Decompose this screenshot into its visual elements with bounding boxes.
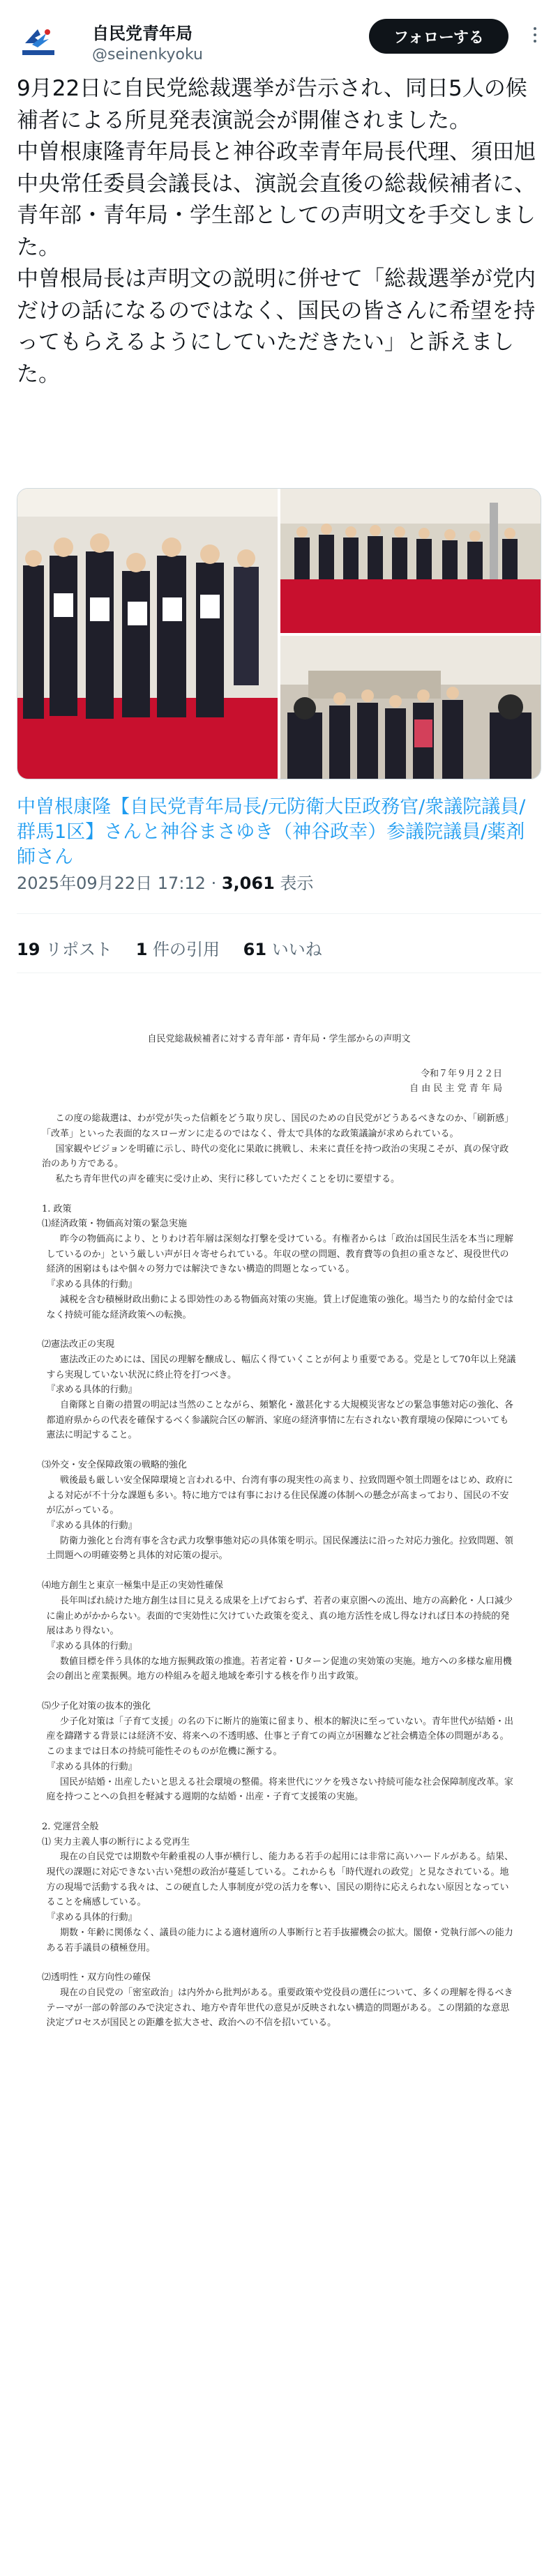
subsection-heading: ⑷地方創生と東京一極集中是正の実効性確保 bbox=[42, 1580, 224, 1592]
subsection-heading: ⑸少子化対策の抜本的強化 bbox=[42, 1701, 151, 1712]
action-label: 『求める具体的行動』 bbox=[46, 1520, 137, 1531]
document-paragraph: 戦後最も厳しい安全保障環境と言われる中、台湾有事の現実性の高まり、拉致問題や領土問題をはじめ、政府による対応が不十分な課題も多い。特に地方では有事における住民保護の体制への懸念が高まっており、国民の不安が広がっている。 bbox=[46, 1474, 513, 1516]
document-paragraph: 昨今の物価高により、とりわけ若年層は深刻な打撃を受けている。有権者からは「政治は国民生活を本当に理解しているのか」という厳しい声が日々寄せられている。年収の壁の問題、教育費等の負担の重さなど、現役世代の経済的困窮はもはや個々の努力では解決できない構造的問題となっている。 bbox=[46, 1234, 514, 1275]
reposts-count: 19 bbox=[17, 940, 40, 959]
document-paragraph: 私たち青年世代の声を確実に受け止め、実行に移していただくことを切に要望する。 bbox=[55, 1173, 400, 1184]
follow-button[interactable]: フォローする bbox=[369, 19, 508, 54]
group-photo-image bbox=[17, 489, 278, 779]
tweet-text bbox=[17, 73, 541, 390]
document-paragraph: 憲法改正のためには、国民の理解を醸成し、幅広く得ていくことが何より重要である。党是として70年以上発議すら実現していない状況に終止符を打つべき。 bbox=[46, 1354, 516, 1380]
tweet-paragraph: 9月22日に自民党総裁選挙が告示され、同日5人の候補者による所見発表演説会が開催されました。 bbox=[17, 76, 527, 133]
reposts-label: リポスト bbox=[45, 940, 113, 959]
reposts-stat[interactable] bbox=[17, 940, 112, 959]
document-paragraph: 現在の自民党では期数や年齢重視の人事が横行し、能力ある若手の起用には非常に高いハードルがある。結果、現代の課題に対応できない古い発想の政治が蔓延している。これからも「時代遅れの政党」と見なされている。地方の現場で活動する我々は、この硬直した人事制度が党の活力を奪い、国民の期待に応えられない原因となっていることを痛感している。 bbox=[46, 1852, 514, 1908]
document-paragraph: 国家観やビジョンを明確に示し、時代の変化に果敢に挑戦し、未来に責任を持つ政治の実現こそが、真の保守政治のあり方である。 bbox=[42, 1143, 509, 1170]
action-label: 『求める具体的行動』 bbox=[46, 1761, 137, 1772]
party-logo-icon bbox=[17, 20, 60, 63]
account-handle[interactable]: @seinenkyoku bbox=[92, 46, 203, 63]
document-paragraph: 自衛隊と自衛の措置の明記は当然のことながら、頻繁化・激甚化する大規模災害などの緊急事態対応の強化、各都道府県からの代表を確保するべく参議院合区の解消、家庭の経済事情に左右されない教育環境の保障についても憲法に明記すること。 bbox=[46, 1400, 514, 1441]
views-count: 3,061 bbox=[221, 874, 275, 893]
views-label: 表示 bbox=[280, 874, 314, 893]
avatar[interactable] bbox=[17, 20, 60, 63]
document-paragraph: 現在の自民党の「密室政治」は内外から批判がある。重要政策や党役員の選任について、多くの理解を得るべきテーマが一部の幹部のみで決定され、地方や青年世代の意見が反映されない構造的問題がある。この閉鎖的な意思決定プロセスが国民との距離を拡大させ、政治への不信を招いている。 bbox=[46, 1987, 513, 2029]
document-title: 自民党総裁候補者に対する青年部・青年局・学生部からの声明文 bbox=[147, 1034, 411, 1044]
document-paragraph: 減税を含む積極財政出動による即効性のある物価高対策の実施。賃上げ促進策の強化。場当たり的な給付金ではなく持続可能な経済政策への転換。 bbox=[46, 1294, 514, 1320]
tweet-paragraph: 中曽根局長は声明文の説明に併せて「総裁選挙が党内だけの話になるのではなく、国民の皆さんに希望を持ってもらえるようにしていただきたい」と訴えました。 bbox=[17, 266, 536, 387]
action-label: 『求める具体的行動』 bbox=[46, 1385, 137, 1396]
likes-count: 61 bbox=[243, 940, 267, 959]
likes-label: いいね bbox=[271, 940, 322, 959]
action-label: 『求める具体的行動』 bbox=[46, 1640, 137, 1652]
subsection-heading: ⑵透明性・双方向性の確保 bbox=[42, 1972, 151, 1983]
divider bbox=[17, 913, 541, 914]
document-org: 自 由 民 主 党 青 年 局 bbox=[409, 1083, 502, 1095]
document-paragraph: 長年叫ばれ続けた地方創生は目に見える成果を上げておらず、若者の東京圏への流出、地方の高齢化・人口減少に歯止めがかからない。表面的で実効性に欠けていた政策を変え、真の地方活性を成し得なければ日本の持続的発展はあり得ない。 bbox=[46, 1595, 513, 1637]
document-paragraph: 数値目標を伴う具体的な地方振興政策の推進。若者定着・Uターン促進の実効策の実施。地方への多様な雇用機会の創出と産業振興。地方の枠組みを超え地域を牽引する核を作り出す政策。 bbox=[46, 1656, 512, 1682]
statement-document bbox=[42, 1032, 516, 2031]
document-paragraph: 少子化対策は「子育て支援」の名の下に断片的施策に留まり、根本的解決に至っていない。青年世代が結婚・出産を躊躇する背景には経済不安、将来への不透明感、仕事と子育ての両立が困難など社会構造全体の問題がある。このままでは日本の持続可能性そのものが危機に瀕する。 bbox=[46, 1716, 514, 1758]
photo-1[interactable] bbox=[17, 489, 278, 779]
action-label: 『求める具体的行動』 bbox=[46, 1279, 137, 1290]
document-date: 令和７年９月２２日 bbox=[420, 1068, 502, 1079]
section-heading: 1. 政策 bbox=[42, 1203, 72, 1214]
document-paragraph: 期数・年齢に関係なく、議員の能力による適材適所の人事断行と若手抜擢機会の拡大。閣僚・党執行部への能力ある若手議員の積極登用。 bbox=[46, 1927, 513, 1953]
subsection-heading: ⑶外交・安全保障政策の戦略的強化 bbox=[42, 1460, 188, 1471]
quotes-label: 件の引用 bbox=[153, 940, 220, 959]
subsection-heading: ⑴経済政策・物価高対策の緊急実施 bbox=[42, 1219, 188, 1230]
document-paragraph: この度の総裁選は、わが党が失った信頼をどう取り戻し、国民のための自民党がどうあるべきなのか、「刷新感」「改革」といった表面的なスローガンに走るのではなく、骨太で具体的な政策議論が求められている。 bbox=[42, 1113, 514, 1139]
timestamp[interactable]: 2025年09月22日 17:12 bbox=[17, 874, 206, 893]
document-paragraph: 防衛力強化と台湾有事を含む武力攻撃事態対応の具体策を明示。国民保護法に沿った対応力強化。拉致問題、領土問題への明確姿勢と具体的対応策の提示。 bbox=[46, 1535, 514, 1562]
photo-3[interactable] bbox=[280, 636, 541, 779]
meta-separator: · bbox=[211, 874, 222, 893]
stage-photo-image bbox=[280, 489, 541, 633]
subsection-heading: ⑴ 実力主義人事の断行による党再生 bbox=[42, 1836, 190, 1847]
likes-stat[interactable] bbox=[243, 940, 322, 959]
engagement-stats bbox=[17, 936, 340, 960]
section-heading: 2. 党運営全般 bbox=[42, 1821, 99, 1832]
tweet-meta bbox=[17, 869, 313, 894]
more-options-icon[interactable] bbox=[529, 21, 541, 49]
photo-grid bbox=[17, 488, 541, 779]
quotes-stat[interactable] bbox=[136, 940, 220, 959]
tweet-header bbox=[17, 15, 541, 71]
action-label: 『求める具体的行動』 bbox=[46, 1912, 137, 1923]
document-paragraph: 国民が結婚・出産したいと思える社会環境の整備。将来世代にツケを残さない持続可能な社会保障制度改革。家庭を持つことへの負担を軽減する週期的な結婚・出産・子育て支援策の実施。 bbox=[46, 1776, 513, 1803]
photo-caption-mentions[interactable]: 中曽根康隆【自民党青年局長/元防衛大臣政務官/衆議院議員/群馬1区】さんと神谷まさゆき（神谷政幸）参議院議員/薬剤師さん bbox=[17, 796, 526, 868]
photo-2[interactable] bbox=[280, 489, 541, 633]
tweet-paragraph: 中曽根康隆青年局長と神谷政幸青年局長代理、須田旭中央常任委員会議長は、演説会直後の総裁候補者に、青年部・青年局・学生部としての声明文を手交しました。 bbox=[17, 139, 536, 260]
subsection-heading: ⑵憲法改正の実現 bbox=[42, 1339, 115, 1350]
quotes-count: 1 bbox=[135, 940, 148, 959]
account-name[interactable]: 自民党青年局 bbox=[92, 24, 193, 43]
hall-photo-image bbox=[280, 636, 541, 779]
